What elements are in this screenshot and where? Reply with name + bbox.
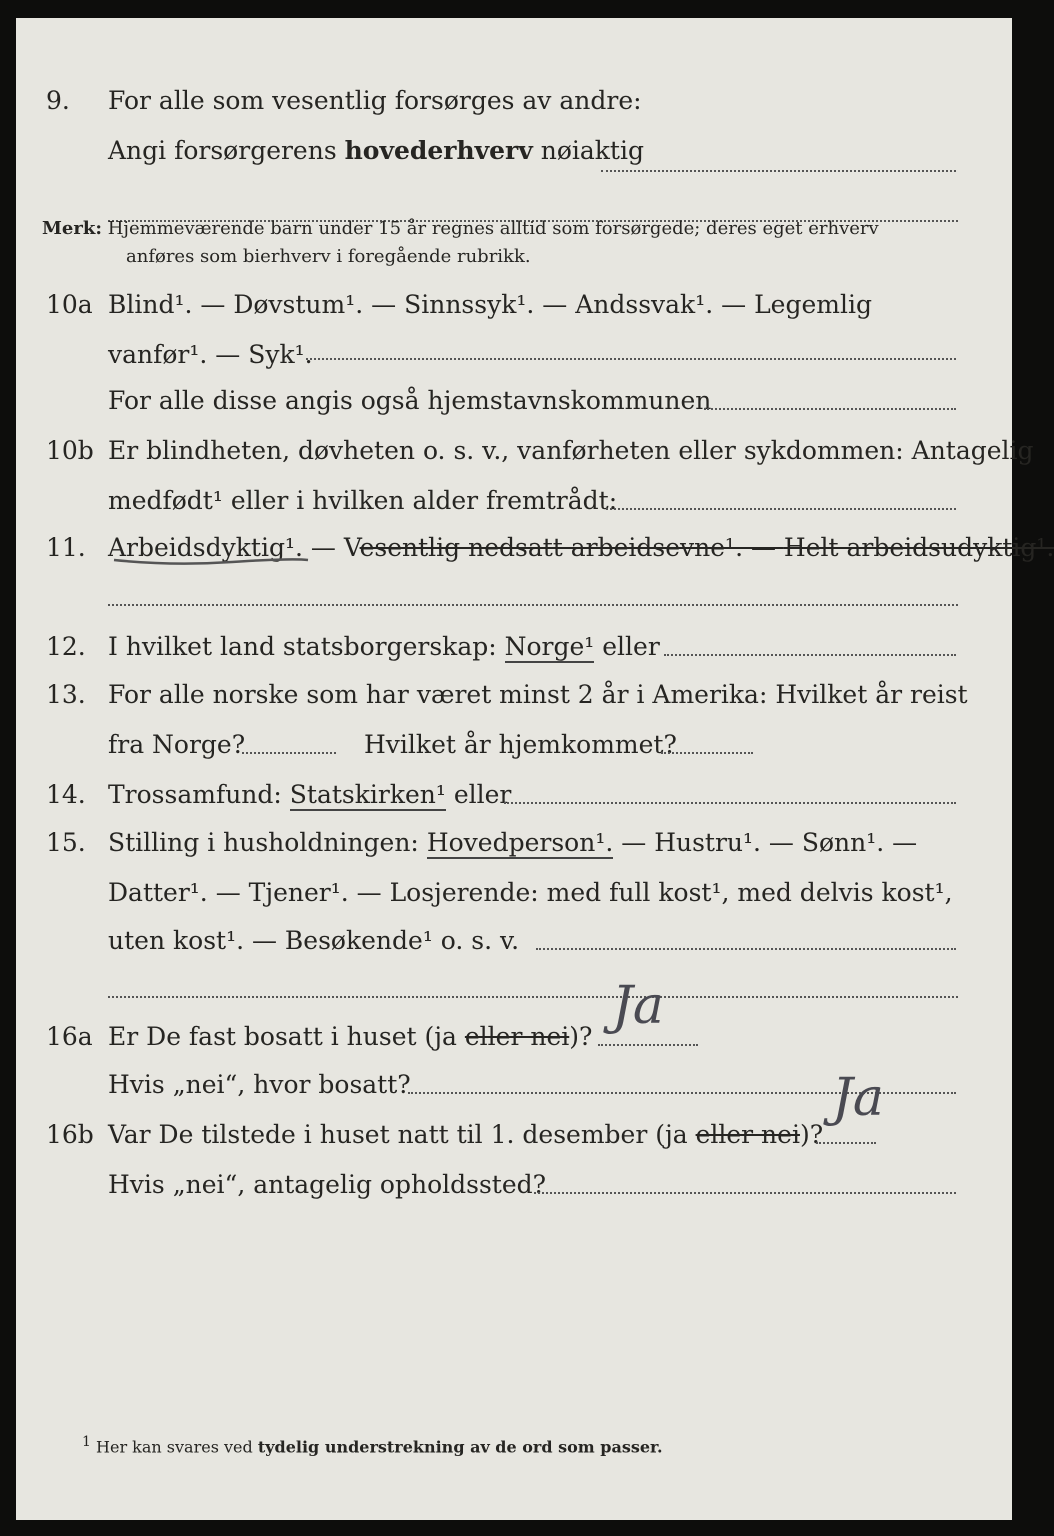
footnote	[82, 1434, 663, 1456]
q14-option-statskirken[interactable]: Statskirken¹	[289, 780, 446, 809]
q11-option-able[interactable]: Arbeidsdyktig¹.	[108, 533, 303, 562]
q15-row-3	[16, 926, 1012, 966]
q16a-struck-option[interactable]: eller nei	[464, 1022, 570, 1051]
q14-text-b: eller	[445, 780, 512, 809]
q9-answer-line[interactable]	[601, 170, 956, 172]
q16a-row	[16, 1022, 1012, 1062]
merk-label: Merk:	[42, 218, 102, 239]
merk-note	[42, 218, 879, 239]
q12-text: I hvilket land statsborgerskap:	[108, 632, 505, 661]
q16a-text-b: )?	[569, 1022, 593, 1051]
q16b-text-b: )?	[799, 1120, 824, 1149]
merk-line-2: anføres som bierhverv i foregående rubrikk.	[126, 246, 531, 267]
q10a-row-3	[16, 386, 1012, 426]
q15-text-b: — Hustru¹. — Sønn¹. —	[613, 828, 918, 857]
q15-answer-line[interactable]	[536, 948, 956, 950]
q15-text-2: Datter¹. — Tjener¹. — Losjerende: med full kost¹, med delvis kost¹,	[108, 878, 953, 907]
q10a-answer-line[interactable]	[306, 358, 956, 360]
q11-option-reduced[interactable]: esentlig nedsatt arbeidsevne¹. —	[359, 533, 784, 562]
q15-text-3: uten kost¹. — Besøkende¹ o. s. v.	[108, 926, 520, 955]
q13-row-2	[16, 730, 1012, 770]
q10b-row	[16, 436, 1034, 476]
q15-row	[16, 828, 1012, 868]
q13-answer-line-returned[interactable]	[661, 752, 753, 754]
q12-number: 12.	[46, 632, 86, 661]
q12-option-norge[interactable]: Norge¹	[504, 632, 595, 661]
q9-number: 9.	[46, 86, 70, 115]
q10a-text: Blind¹. — Døvstum¹. — Sinnssyk¹. — Andssvak¹. — Legemlig	[108, 290, 872, 319]
q11-number: 11.	[46, 533, 86, 562]
q14-answer-line[interactable]	[504, 802, 956, 804]
q10a-row-2	[16, 340, 1012, 380]
q13-number: 13.	[46, 680, 86, 709]
q10a-number: 10a	[46, 290, 93, 319]
q10b-answer-line[interactable]	[606, 508, 956, 510]
q16a-number: 16a	[46, 1022, 93, 1051]
q16b-row-2	[16, 1170, 1012, 1210]
q10a-text-2: vanfør¹. — Syk¹.	[108, 340, 313, 369]
q14-text: Trossamfund:	[108, 780, 290, 809]
q12-answer-line[interactable]	[664, 654, 956, 656]
q10b-text: Er blindheten, døvheten o. s. v., vanførheten eller sykdommen: Antagelig	[108, 436, 1034, 465]
q9-sub-text-a: Angi forsørgerens	[108, 136, 345, 165]
q16b-text: Var De tilstede i huset natt til 1. desember (ja	[108, 1120, 696, 1149]
q13-text: For alle norske som har været minst 2 år i Amerika: Hvilket år reist	[108, 680, 968, 709]
q11-option-unable[interactable]: Helt arbeidsudyktig¹.	[783, 533, 1054, 562]
q13-answer-line-left[interactable]	[242, 752, 336, 754]
q9-sub-text-b: nøiaktig	[532, 136, 644, 165]
form-page	[16, 18, 1054, 1520]
q10b-number: 10b	[46, 436, 94, 465]
q15-option-hovedperson[interactable]: Hovedperson¹.	[426, 828, 614, 857]
q16a-text-2: Hvis „nei“, hvor bosatt?	[108, 1070, 411, 1099]
merk-note-2	[126, 246, 531, 267]
q16b-handwritten-answer: Ja	[832, 1068, 884, 1128]
q15-number: 15.	[46, 828, 86, 857]
q9-text: For alle som vesentlig forsørges av andre:	[108, 86, 642, 115]
merk-line-1: Hjemmeværende barn under 15 år regnes alltid som forsørgede; deres eget erhverv	[107, 218, 879, 239]
q13-text-2a: fra Norge?	[108, 730, 246, 759]
q11-handwritten-underline	[112, 554, 312, 568]
footnote-text-bold: tydelig understrekning av de ord som passer.	[257, 1437, 663, 1457]
q16b-text-2: Hvis „nei“, antagelig opholdssted?	[108, 1170, 547, 1199]
footnote-marker: 1	[82, 1434, 91, 1450]
q16a-text: Er De fast bosatt i huset (ja	[108, 1022, 465, 1051]
q16a-answer-line[interactable]	[598, 1044, 698, 1046]
q16a-handwritten-answer: Ja	[612, 976, 664, 1036]
footnote-text-a: Her kan svares ved	[96, 1437, 258, 1457]
q9-row	[16, 86, 1012, 126]
q10b-row-2	[16, 486, 1012, 526]
q14-number: 14.	[46, 780, 86, 809]
q16b-answer-line-2[interactable]	[534, 1192, 956, 1194]
q10a-row	[16, 290, 1012, 330]
q16b-number: 16b	[46, 1120, 94, 1149]
q12-text-b: eller	[594, 632, 660, 661]
q16b-struck-option[interactable]: eller nei	[695, 1120, 800, 1149]
q10a-answer-line-2[interactable]	[704, 408, 956, 410]
q10b-text-2: medfødt¹ eller i hvilken alder fremtrådt:	[108, 486, 618, 515]
q13-row	[16, 680, 1012, 720]
q11-answer-line[interactable]	[108, 604, 958, 606]
q15-row-2	[16, 878, 1012, 918]
q11-separator: — V	[302, 533, 360, 562]
q16b-answer-line[interactable]	[816, 1142, 876, 1144]
q15-text: Stilling i husholdningen:	[108, 828, 427, 857]
q12-row	[16, 632, 1012, 672]
q9-sub-text-bold: hovederhverv	[344, 136, 533, 165]
q15-answer-line-2[interactable]	[108, 996, 958, 998]
q10a-text-3: For alle disse angis også hjemstavnskommunen	[108, 386, 712, 415]
q13-text-2b: Hvilket år hjemkommet?	[364, 730, 677, 759]
q14-row	[16, 780, 1012, 820]
